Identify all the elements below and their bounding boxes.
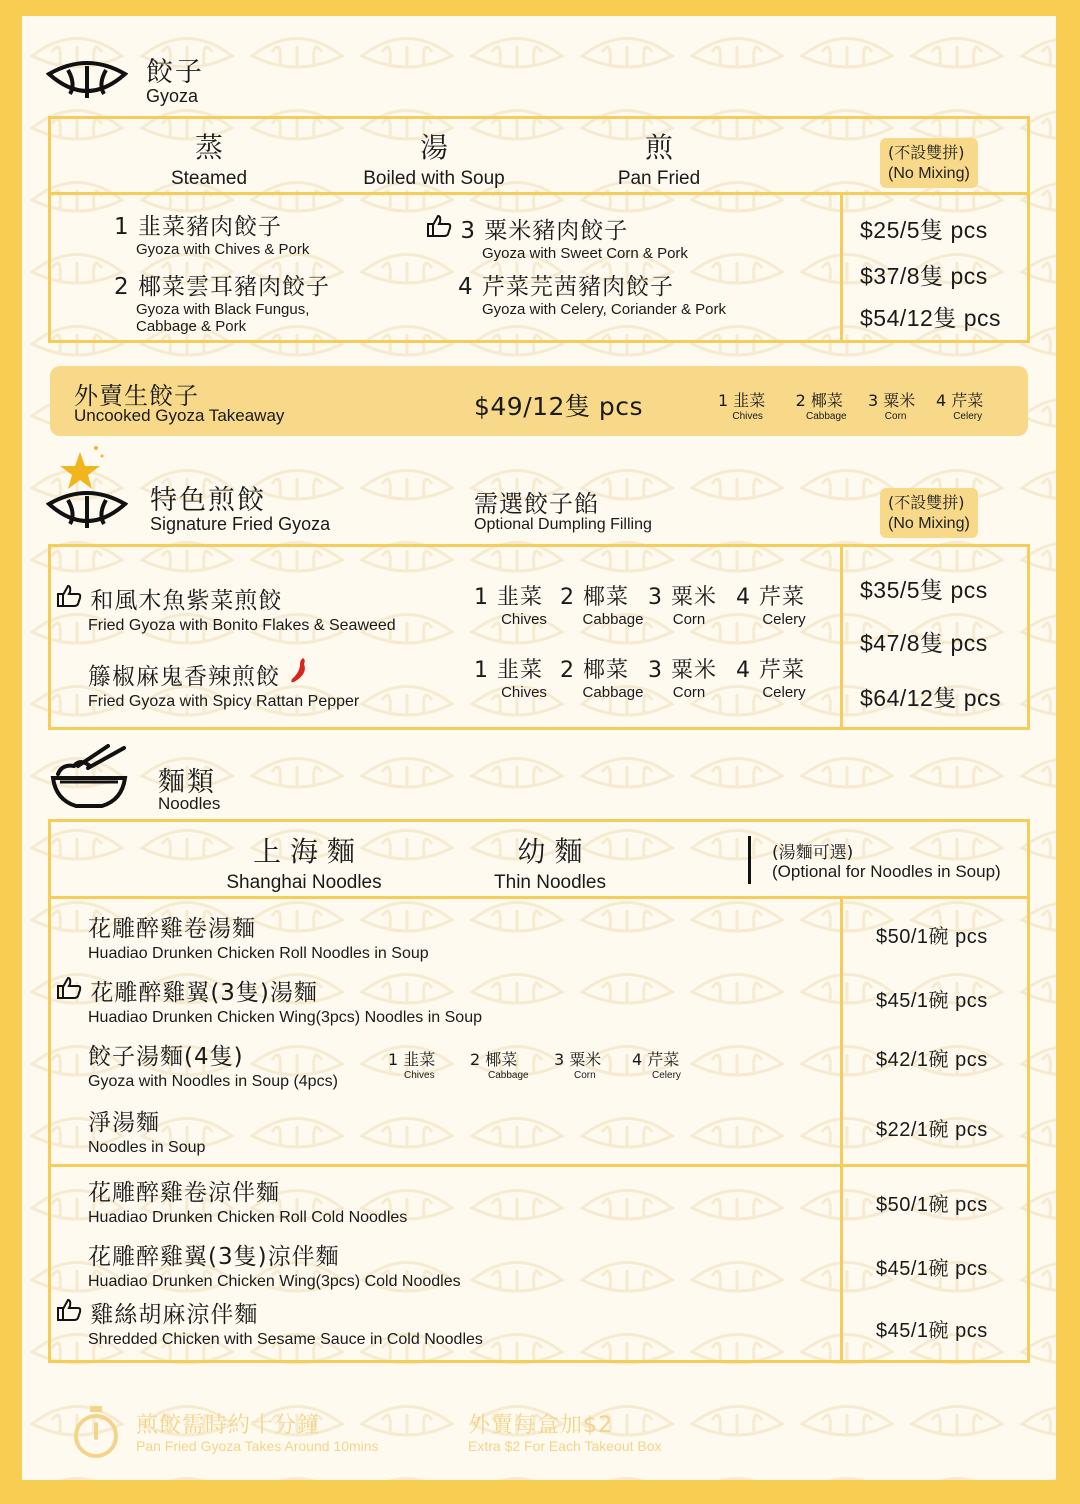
soup-noodle-price-4: $22/1碗 pcs	[876, 1119, 988, 1141]
item-name-en: Gyoza with Celery, Coriander & Pork	[482, 301, 726, 318]
gyoza-item-3	[426, 212, 688, 262]
filling-1	[474, 653, 564, 701]
filling-zh: 韭菜	[497, 658, 544, 683]
signature-subtitle: Signature Fried Gyoza	[150, 514, 331, 534]
method-pan-fried-zh: 煎	[644, 131, 673, 164]
filling-zh: 韭菜	[403, 1050, 436, 1069]
filling-en: Cabbage	[488, 1070, 529, 1081]
item-name-zh: 籐椒麻鬼香辣煎餃	[88, 664, 280, 690]
filling-zh: 韭菜	[497, 585, 544, 610]
gyoza-price-5: $25/5隻 pcs	[860, 217, 988, 243]
filling-3	[648, 653, 728, 701]
method-pan-fried-en: Pan Fried	[617, 168, 701, 189]
filling-2	[560, 580, 656, 628]
soup-noodle-item-3	[88, 1038, 338, 1091]
takeaway-price: $49/12隻 pcs	[474, 392, 644, 421]
filling-en: Corn	[672, 684, 706, 701]
filling-zh: 粟米	[671, 585, 718, 610]
filling-zh: 椰菜	[810, 391, 843, 410]
cold-noodle-price-3: $45/1碗 pcs	[876, 1320, 988, 1342]
filling-2	[560, 653, 656, 701]
item-name-en: Fried Gyoza with Spicy Rattan Pepper	[88, 693, 360, 710]
item-name-en: Huadiao Drunken Chicken Roll Cold Noodles	[88, 1209, 408, 1226]
no-mixing-zh: (不設雙拼)	[888, 493, 965, 512]
filling-number: 3	[648, 585, 663, 610]
filling-number: 2	[470, 1050, 481, 1069]
thumbs-up-icon	[56, 1298, 82, 1322]
signature-title: 特色煎餃	[150, 485, 266, 516]
signature-price-8: $47/8隻 pcs	[860, 630, 988, 656]
filling-zh: 芹菜	[759, 585, 806, 610]
method-steamed	[138, 126, 280, 190]
filling-en: Celery	[953, 411, 983, 422]
item-name-zh: 雞絲胡麻涼伴麵	[90, 1302, 259, 1328]
method-steamed-en: Steamed	[170, 168, 248, 189]
item-name-en: Huadiao Drunken Chicken Wing(3pcs) Cold Noodles	[88, 1273, 461, 1290]
item-name-zh: 花雕醉雞卷湯麵	[88, 916, 256, 942]
item-name-en: Huadiao Drunken Chicken Wing(3pcs) Noodles in Soup	[88, 1009, 482, 1026]
menu-page	[22, 16, 1056, 1480]
filling-en: Corn	[884, 411, 907, 422]
filling-en: Chives	[732, 411, 763, 422]
noodles-subtitle: Noodles	[158, 794, 221, 813]
filling-en: Cabbage	[806, 411, 847, 422]
noodles-title: 麵類	[158, 767, 216, 798]
item-name-en-line2: Cabbage & Pork	[136, 318, 247, 335]
gyoza-item-1	[114, 208, 309, 258]
soup-noodle-item-2	[56, 974, 482, 1027]
item-name-zh: 粟米豬肉餃子	[484, 218, 629, 244]
takeaway-filling-2	[792, 388, 847, 422]
thumbs-up-icon	[56, 584, 82, 608]
filling-1	[474, 580, 564, 628]
filling-zh: 椰菜	[485, 1050, 518, 1069]
filling-title: 需選餃子餡	[474, 490, 599, 518]
filling-number: 4	[736, 585, 751, 610]
takeaway-filling-4	[936, 388, 983, 422]
filling-en: Chives	[404, 1070, 435, 1081]
footer-note-1-en: Pan Fried Gyoza Takes Around 10mins	[136, 1438, 379, 1454]
filling-3	[648, 580, 728, 628]
filling-number: 2	[795, 391, 806, 410]
item-name-zh: 和風木魚紫菜煎餃	[90, 588, 283, 614]
dumpling-icon	[46, 56, 128, 104]
noodle-filling-1	[388, 1047, 435, 1081]
item-name-zh: 花雕醉雞卷涼伴麵	[88, 1180, 280, 1206]
item-name-en: Gyoza with Noodles in Soup (4pcs)	[88, 1073, 338, 1090]
divider	[748, 836, 751, 884]
filling-subtitle: Optional Dumpling Filling	[474, 516, 652, 533]
filling-number: 2	[560, 585, 575, 610]
method-steamed-zh: 蒸	[194, 131, 223, 164]
filling-number: 4	[936, 391, 947, 410]
item-number: 1	[114, 214, 130, 240]
item-name-zh: 花雕醉雞翼(3隻)涼伴麵	[88, 1244, 340, 1270]
noodle-type-thin	[470, 830, 630, 894]
filling-zh: 椰菜	[583, 658, 630, 683]
soup-noodle-price-2: $45/1碗 pcs	[876, 990, 988, 1012]
item-name-zh: 花雕醉雞翼(3隻)湯麵	[90, 980, 318, 1006]
item-name-en: Fried Gyoza with Bonito Flakes & Seaweed	[88, 617, 396, 634]
noodle-type-en: Shanghai Noodles	[226, 872, 382, 893]
takeaway-title: 外賣生餃子	[74, 382, 199, 410]
filling-zh: 粟米	[671, 658, 718, 683]
item-name-zh: 椰菜雲耳豬肉餃子	[137, 274, 330, 300]
filling-en: Celery	[762, 611, 806, 628]
filling-en: Corn	[574, 1070, 596, 1081]
filling-number: 2	[560, 658, 575, 683]
gyoza-item-2	[114, 268, 330, 335]
noodle-type-shanghai	[204, 830, 404, 894]
item-name-en: Gyoza with Sweet Corn & Pork	[482, 245, 688, 262]
stopwatch-icon	[70, 1402, 122, 1460]
noodle-filling-2	[470, 1047, 529, 1081]
filling-en: Chives	[501, 684, 547, 701]
gyoza-item-4	[458, 268, 726, 318]
signature-item-2	[88, 656, 359, 711]
filling-en: Corn	[672, 611, 706, 628]
filling-en: Cabbage	[582, 684, 644, 701]
noodle-type-en: Thin Noodles	[494, 872, 606, 893]
item-name-en: Gyoza with Black Fungus,	[136, 301, 310, 318]
method-boiled	[344, 126, 524, 190]
no-mixing-en: (No Mixing)	[888, 515, 970, 532]
footer-note-2-en: Extra $2 For Each Takeout Box	[468, 1438, 662, 1454]
filling-zh: 芹菜	[647, 1050, 680, 1069]
item-number: 4	[458, 274, 474, 300]
noodle-type-zh: 幼 麵	[517, 835, 583, 868]
signature-price-5: $35/5隻 pcs	[860, 577, 988, 603]
filling-zh: 芹菜	[759, 658, 806, 683]
takeaway-filling-1	[718, 388, 765, 422]
item-name-en: Noodles in Soup	[88, 1139, 206, 1156]
item-name-zh: 淨湯麵	[88, 1110, 160, 1136]
filling-zh: 椰菜	[583, 585, 630, 610]
gyoza-price-12: $54/12隻 pcs	[860, 305, 1002, 331]
item-number: 2	[114, 274, 130, 300]
noodle-filling-3	[554, 1047, 601, 1081]
no-mixing-en: (No Mixing)	[888, 165, 970, 182]
soup-noodle-item-1	[88, 910, 429, 963]
no-mixing-badge-signature	[880, 488, 978, 538]
optional-label-en: (Optional for Noodles in Soup)	[772, 862, 1001, 881]
star-dumpling-icon	[46, 444, 128, 534]
filling-zh: 粟米	[569, 1050, 602, 1069]
noodle-type-zh: 上 海 麵	[253, 835, 355, 868]
cold-noodle-price-1: $50/1碗 pcs	[876, 1194, 988, 1216]
method-boiled-zh: 湯	[419, 131, 448, 164]
filling-zh: 芹菜	[951, 391, 984, 410]
cold-noodle-item-3	[56, 1296, 483, 1349]
gyoza-subtitle: Gyoza	[146, 86, 199, 106]
filling-number: 3	[868, 391, 879, 410]
soup-noodle-price-1: $50/1碗 pcs	[876, 926, 988, 948]
chili-pepper-icon	[288, 656, 310, 684]
filling-en: Celery	[652, 1070, 681, 1081]
cold-noodle-price-2: $45/1碗 pcs	[876, 1258, 988, 1280]
signature-item-1	[56, 582, 396, 635]
thumbs-up-icon	[56, 976, 82, 1000]
footer-note-2-zh: 外賣每盒加$2	[468, 1413, 613, 1438]
signature-price-12: $64/12隻 pcs	[860, 685, 1002, 711]
filling-number: 1	[718, 391, 729, 410]
filling-zh: 韭菜	[733, 391, 766, 410]
filling-number: 1	[388, 1050, 399, 1069]
item-number: 3	[460, 218, 476, 244]
filling-number: 3	[554, 1050, 565, 1069]
filling-en: Celery	[762, 684, 806, 701]
optional-label-zh: (湯麵可選)	[772, 843, 854, 863]
item-name-zh: 餃子湯麵(4隻)	[88, 1044, 244, 1070]
takeaway-subtitle: Uncooked Gyoza Takeaway	[74, 406, 285, 425]
soup-noodle-item-4	[88, 1104, 205, 1157]
filling-number: 4	[632, 1050, 643, 1069]
method-pan-fried	[588, 126, 730, 190]
footer-note-1-zh: 煎餃需時約十分鐘	[136, 1413, 321, 1438]
item-name-en: Gyoza with Chives & Pork	[136, 241, 310, 258]
item-name-en: Huadiao Drunken Chicken Roll Noodles in Soup	[88, 945, 429, 962]
item-name-zh: 芹菜芫茜豬肉餃子	[481, 274, 674, 300]
gyoza-title: 餃子	[146, 57, 204, 88]
filling-zh: 粟米	[883, 391, 916, 410]
filling-number: 3	[648, 658, 663, 683]
noodle-filling-4	[632, 1047, 681, 1081]
filling-en: Chives	[501, 611, 547, 628]
gyoza-price-8: $37/8隻 pcs	[860, 263, 988, 289]
filling-4	[736, 580, 826, 628]
filling-number: 1	[474, 585, 489, 610]
cold-noodle-item-1	[88, 1174, 407, 1227]
noodle-bowl-icon	[50, 744, 130, 812]
no-mixing-zh: (不設雙拼)	[888, 143, 965, 162]
method-boiled-en: Boiled with Soup	[363, 168, 505, 189]
item-name-en: Shredded Chicken with Sesame Sauce in Cold Noodles	[88, 1331, 483, 1348]
filling-en: Cabbage	[582, 611, 644, 628]
cold-noodle-item-2	[88, 1238, 461, 1291]
no-mixing-badge	[880, 138, 978, 188]
filling-number: 1	[474, 658, 489, 683]
filling-4	[736, 653, 826, 701]
filling-number: 4	[736, 658, 751, 683]
takeaway-filling-3	[868, 388, 915, 422]
item-name-zh: 韭菜豬肉餃子	[137, 214, 282, 240]
thumbs-up-icon	[426, 214, 452, 238]
soup-noodle-price-3: $42/1碗 pcs	[876, 1049, 988, 1071]
